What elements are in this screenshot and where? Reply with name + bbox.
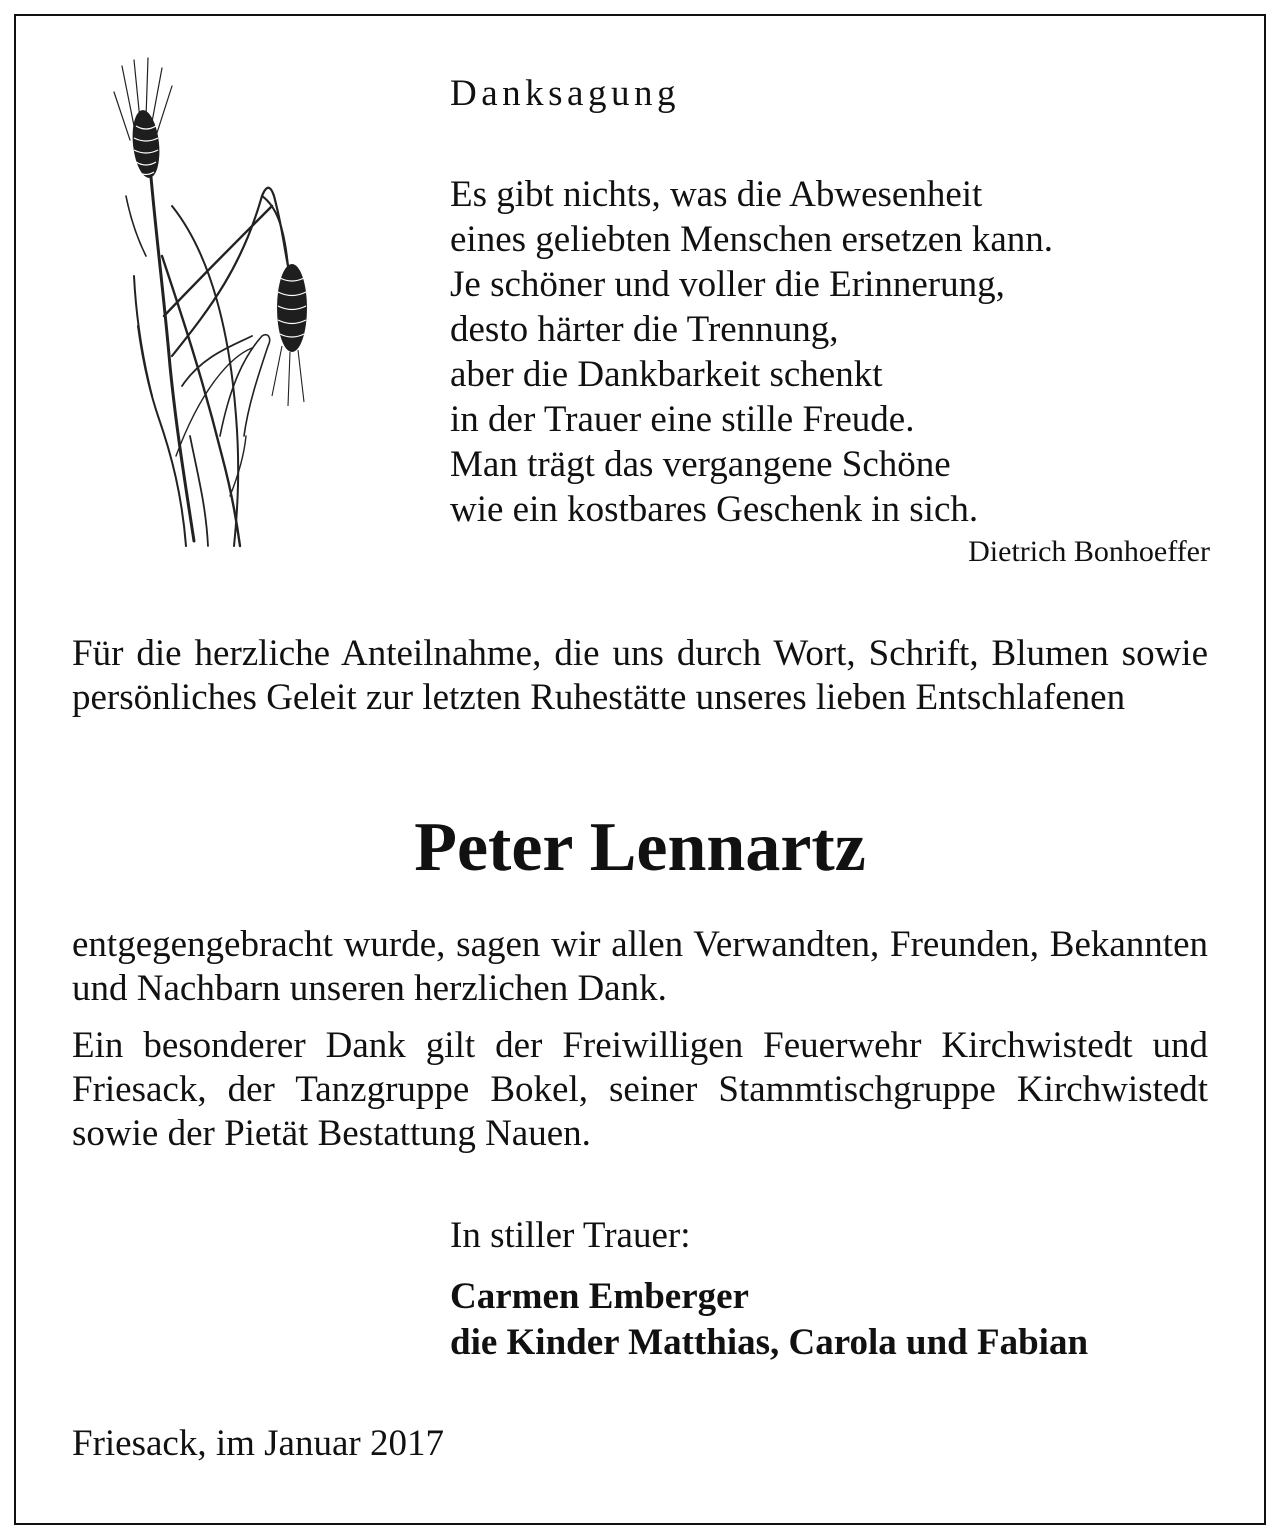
place-date: Friesack, im Januar 2017 xyxy=(72,1423,444,1464)
poem-line: desto härter die Trennung, xyxy=(450,309,839,350)
poem-line: eines geliebten Menschen ersetzen kann. xyxy=(450,219,1054,260)
poem-line: wie ein kostbares Geschenk in sich. xyxy=(450,489,979,530)
poem-author: Dietrich Bonhoeffer xyxy=(968,535,1210,568)
mourners-list xyxy=(450,1274,1088,1366)
poem-line: Es gibt nichts, was die Abwesenheit xyxy=(450,174,983,215)
mourner-name: Carmen Emberger xyxy=(450,1276,749,1317)
deceased-name: Peter Lennartz xyxy=(414,809,866,886)
mourning-label: In stiller Trauer: xyxy=(450,1215,691,1256)
intro-paragraph: Für die herzliche Anteilnahme, die uns durch Wort, Schrift, Blumen sowie persönliches Geleit zur letzten Ruhestätte unseres lieben Entschlafenen xyxy=(72,633,1208,718)
poem-line: in der Trauer eine stille Freude. xyxy=(450,399,915,440)
mourner-name: die Kinder Matthias, Carola und Fabian xyxy=(450,1322,1089,1363)
poem-line: Je schöner und voller die Erinnerung, xyxy=(450,264,1005,305)
poem-line: Man trägt das vergangene Schöne xyxy=(450,444,951,485)
poem xyxy=(450,172,1170,532)
special-thanks-paragraph: Ein besonderer Dank gilt der Freiwilligen Feuerwehr Kirchwistedt und Friesack, der Tanzgruppe Bokel, seiner Stammtischgruppe Kirchwistedt sowie der Pietät Bestattung Nauen. xyxy=(72,1025,1208,1154)
poem-line: aber die Dankbarkeit schenkt xyxy=(450,354,883,395)
wheat-ears-icon xyxy=(112,56,322,551)
thanks-paragraph: entgegengebracht wurde, sagen wir allen Verwandten, Freunden, Bekannten und Nachbarn unseren herzlichen Dank. xyxy=(72,924,1208,1009)
notice-heading: Danksagung xyxy=(450,73,680,114)
